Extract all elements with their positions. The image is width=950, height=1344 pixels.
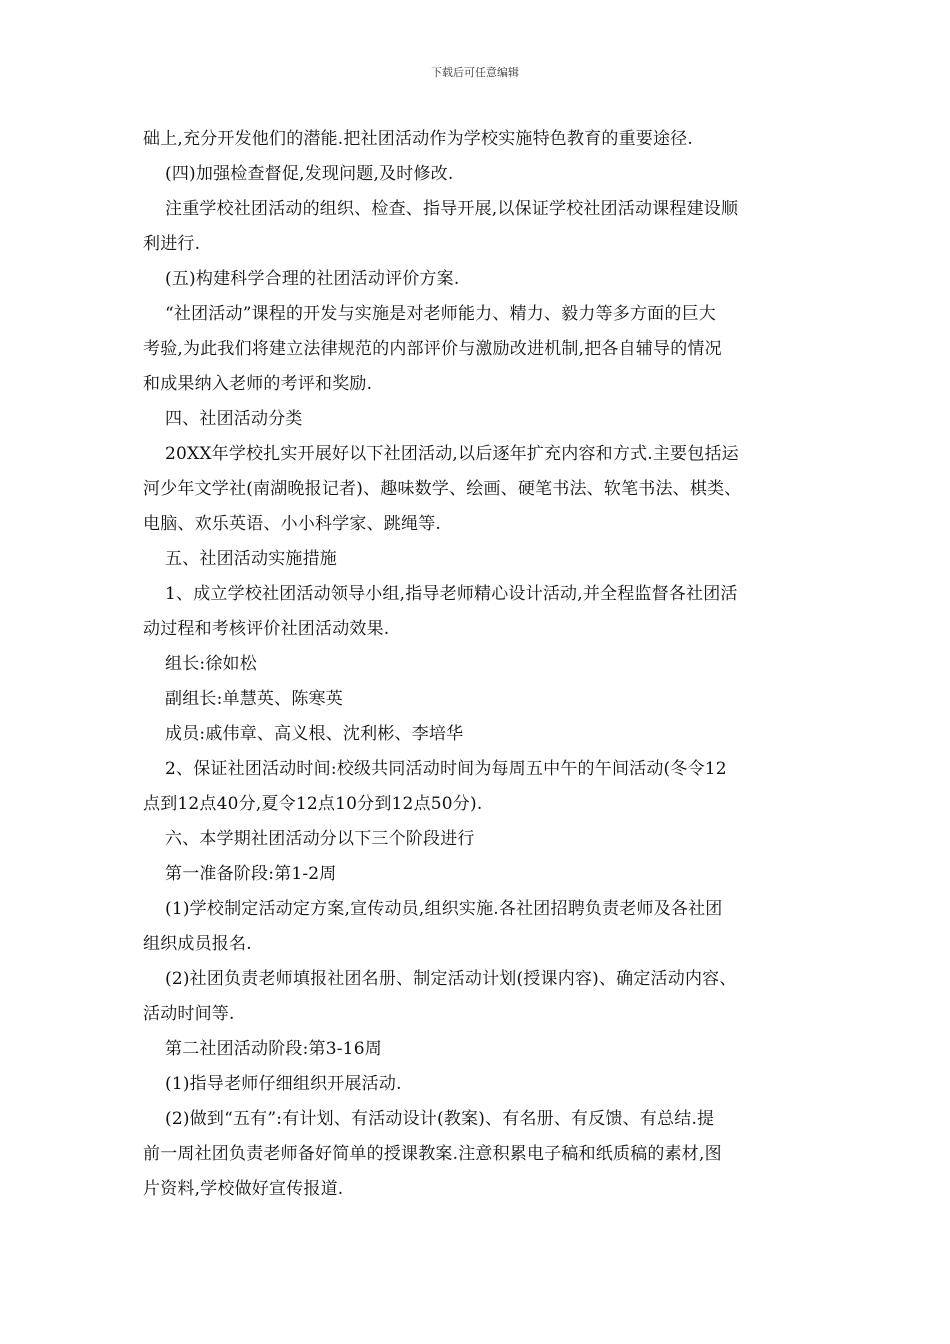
text-line: 片资料,学校做好宣传报道. (143, 1179, 344, 1199)
text-line: 考验,为此我们将建立法律规范的内部评价与激励改进机制,把各自辅导的情况 (143, 339, 722, 359)
text-line: 组织成员报名. (143, 934, 252, 954)
page-header: 下载后可任意编辑 (431, 66, 519, 79)
text-line: 组长:徐如松 (165, 654, 257, 674)
text-line: (2)做到“五有”:有计划、有活动设计(教案)、有名册、有反馈、有总结.提 (165, 1109, 715, 1129)
text-line: 第二社团活动阶段:第3-16周 (165, 1039, 382, 1059)
text-line: 础上,充分开发他们的潜能.把社团活动作为学校实施特色教育的重要途径. (143, 129, 694, 149)
text-line: 前一周社团负责老师备好简单的授课教案.注意积累电子稿和纸质稿的素材,图 (143, 1144, 722, 1164)
text-line: 河少年文学社(南湖晚报记者)、趣味数学、绘画、硬笔书法、软笔书法、棋类、 (143, 479, 742, 499)
text-line: 副组长:单慧英、陈寒英 (165, 689, 343, 709)
text-line: 电脑、欢乐英语、小小科学家、跳绳等. (143, 514, 442, 534)
text-line: (五)构建科学合理的社团活动评价方案. (165, 269, 460, 289)
text-line: 2、保证社团活动时间:校级共同活动时间为每周五中午的午间活动(冬令12 (165, 759, 727, 779)
text-line: 20XX年学校扎实开展好以下社团活动,以后逐年扩充内容和方式.主要包括运 (165, 444, 739, 464)
text-line: (四)加强检查督促,发现问题,及时修改. (165, 164, 454, 184)
text-line: “社团活动”课程的开发与实施是对老师能力、精力、毅力等多方面的巨大 (165, 304, 716, 324)
text-line: 活动时间等. (143, 1004, 235, 1024)
text-line: 点到12点40分,夏令12点10分到12点50分). (143, 794, 483, 814)
text-line: (1)学校制定活动定方案,宣传动员,组织实施.各社团招聘负责老师及各社团 (165, 899, 723, 919)
document-body (143, 122, 808, 1207)
text-line: 六、本学期社团活动分以下三个阶段进行 (165, 829, 475, 849)
text-line: 五、社团活动实施措施 (165, 549, 337, 569)
text-line: 四、社团活动分类 (165, 409, 303, 429)
text-line: (1)指导老师仔细组织开展活动. (165, 1074, 402, 1094)
text-line: 和成果纳入老师的考评和奖励. (143, 374, 373, 394)
text-line: 第一准备阶段:第1-2周 (165, 864, 337, 884)
text-line: (2)社团负责老师填报社团名册、制定活动计划(授课内容)、确定活动内容、 (165, 969, 737, 989)
text-line: 成员:戚伟章、高义根、沈利彬、李培华 (165, 724, 464, 744)
text-line: 利进行. (143, 234, 201, 254)
text-line: 注重学校社团活动的组织、检查、指导开展,以保证学校社团活动课程建设顺 (165, 199, 739, 219)
text-line: 动过程和考核评价社团活动效果. (143, 619, 390, 639)
text-line: 1、成立学校社团活动领导小组,指导老师精心设计活动,并全程监督各社团活 (165, 584, 738, 604)
